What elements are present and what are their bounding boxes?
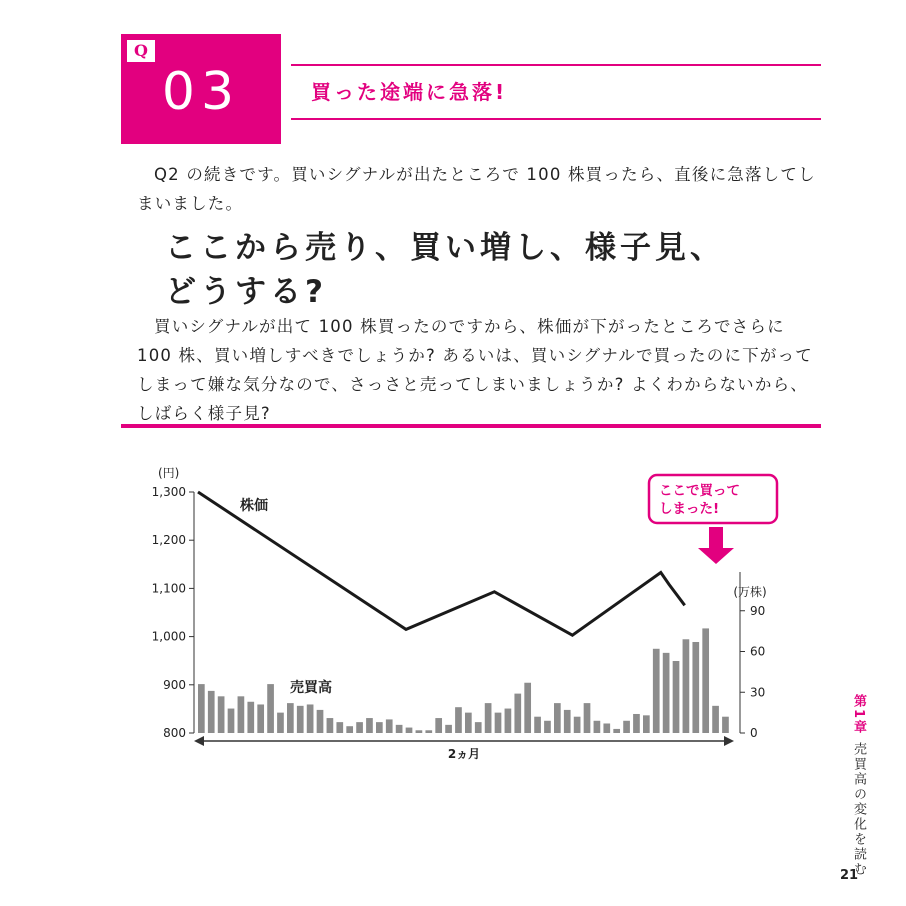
volume-bar	[603, 723, 610, 733]
volume-tick-label: 30	[750, 685, 766, 700]
volume-bar	[495, 713, 502, 733]
chapter-title: 売買高の変化を読む	[851, 742, 866, 877]
volume-bar	[534, 717, 541, 733]
volume-bar	[623, 721, 630, 733]
volume-bar	[257, 704, 264, 733]
volume-bar	[722, 717, 729, 733]
volume-bar	[524, 683, 531, 733]
volume-bar	[336, 722, 343, 733]
volume-bar	[287, 703, 294, 733]
callout-line: ここで買って	[659, 483, 740, 499]
price-tick-label: 1,000	[151, 629, 186, 644]
volume-bar	[317, 710, 324, 733]
volume-tick-label: 60	[750, 644, 766, 659]
volume-bar	[485, 703, 492, 733]
volume-bar	[416, 730, 423, 733]
volume-bar	[346, 726, 353, 733]
down-arrow-icon	[698, 527, 734, 564]
q-tag: Q	[127, 40, 155, 62]
volume-bar	[238, 696, 245, 733]
volume-bar	[218, 696, 225, 733]
volume-bar	[683, 639, 690, 733]
volume-bar	[366, 718, 373, 733]
volume-bar	[356, 722, 363, 733]
volume-bar	[584, 703, 591, 733]
section-divider	[121, 424, 821, 428]
chapter-tab: 第1章	[851, 694, 866, 736]
volume-bar	[247, 702, 254, 733]
volume-bar	[692, 642, 699, 733]
volume-bar	[544, 721, 551, 733]
volume-bar	[208, 691, 215, 733]
volume-bar	[594, 721, 601, 733]
question-number-box	[121, 34, 281, 144]
title-banner	[291, 64, 821, 120]
volume-bar	[712, 706, 719, 733]
heading-line-2: どうする?	[165, 274, 327, 310]
price-unit: (円)	[158, 466, 180, 480]
price-tick-label: 800	[163, 726, 186, 740]
callout-line: しまった!	[659, 501, 720, 517]
volume-bar	[267, 684, 274, 733]
volume-bar	[396, 725, 403, 733]
callout	[649, 475, 777, 564]
volume-bar	[425, 730, 432, 733]
price-volume-chart	[130, 460, 780, 780]
volume-bar	[702, 628, 709, 733]
volume-bar	[277, 713, 284, 733]
volume-bar	[505, 709, 512, 733]
volume-bar	[465, 713, 472, 733]
x-axis-label: 2ヵ月	[447, 747, 481, 761]
volume-bar	[475, 722, 482, 733]
volume-bar	[643, 715, 650, 733]
volume-bar	[376, 722, 383, 733]
volume-bar	[574, 717, 581, 733]
page-number: 21	[840, 868, 859, 883]
price-tick-label: 900	[163, 677, 186, 692]
volume-bar	[663, 653, 670, 733]
price-tick-label: 1,200	[151, 533, 186, 548]
volume-bar	[297, 706, 304, 733]
price-line	[198, 492, 685, 635]
volume-bar	[554, 703, 561, 733]
volume-bar	[307, 704, 314, 733]
volume-bar	[386, 719, 393, 733]
volume-bar	[564, 710, 571, 733]
volume-bar	[514, 694, 521, 733]
volume-bar	[633, 714, 640, 733]
volume-bar	[228, 709, 235, 733]
volume-bar	[445, 725, 452, 733]
price-axis	[152, 485, 194, 740]
volume-bar	[673, 661, 680, 733]
intro-paragraph: Q2 の続きです。買いシグナルが出たところで 100 株買ったら、直後に急落してしまいました。	[137, 165, 816, 213]
price-line-path	[198, 492, 685, 635]
price-series-label: 株価	[240, 498, 268, 514]
volume-bar	[327, 718, 334, 733]
volume-bar	[435, 718, 442, 733]
price-tick-label: 1,300	[151, 485, 186, 499]
volume-bars	[198, 628, 729, 733]
volume-bar	[613, 729, 620, 733]
price-tick-label: 1,100	[151, 581, 186, 596]
volume-bar	[406, 728, 413, 733]
heading-line-1: ここから売り、買い増し、様子見、	[165, 230, 725, 266]
volume-series-label: 売買高	[290, 680, 332, 696]
question-number: 03	[161, 62, 241, 122]
volume-tick-label: 90	[750, 603, 766, 618]
volume-bar	[653, 649, 660, 733]
volume-unit: (万株)	[733, 585, 767, 599]
volume-bar	[198, 684, 205, 733]
question-paragraph: 買いシグナルが出て 100 株買ったのですから、株価が下がったところでさらに 100 株、買い増しすべきでしょうか? あるいは、買いシグナルで買ったのに下がってしまって嫌な気分なので、さっさと売ってしまいましょうか? よくわからないから、しばらく様子見?	[137, 317, 813, 423]
volume-tick-label: 0	[750, 726, 758, 740]
main-heading	[165, 226, 805, 314]
volume-bar	[455, 707, 462, 733]
right-arrow-icon	[724, 736, 734, 746]
page-title: 買った途端に急落!	[311, 80, 508, 104]
left-arrow-icon	[194, 736, 204, 746]
